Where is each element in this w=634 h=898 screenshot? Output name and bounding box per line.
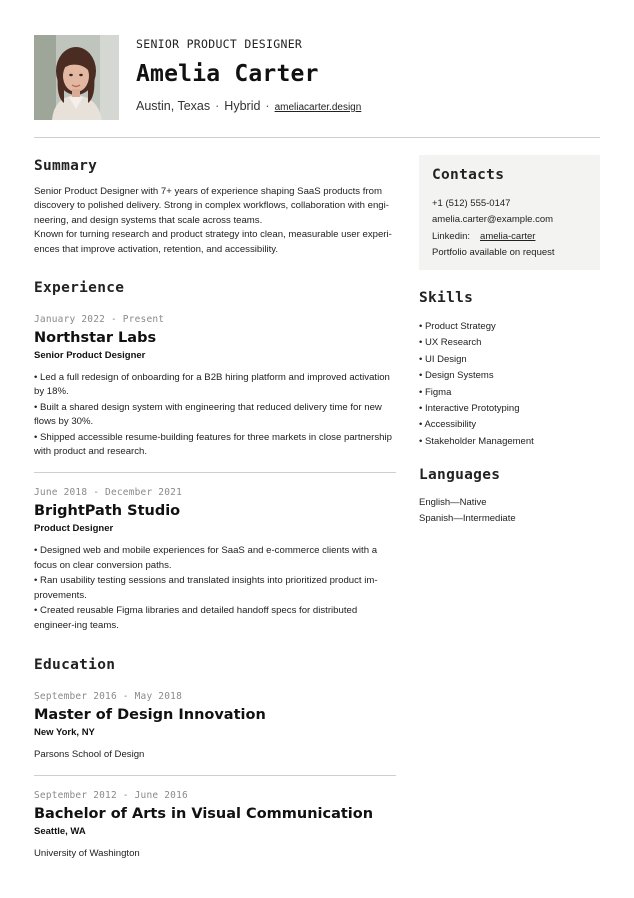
header-divider	[34, 137, 600, 138]
contacts-heading: Contacts	[432, 167, 505, 183]
achievement-item: • Shipped accessible resume-building features for three markets in close partnership with product and research.	[34, 431, 392, 458]
entry-dates: September 2016 - May 2018	[34, 690, 182, 702]
summary-heading: Summary	[34, 158, 98, 174]
education-section	[34, 655, 396, 862]
website-link[interactable]: ameliacarter.design	[274, 102, 362, 113]
portfolio-note: Portfolio available on request	[432, 247, 555, 259]
candidate-name: Amelia Carter	[136, 61, 319, 87]
education-entry	[34, 690, 396, 762]
separator-dot: ·	[265, 99, 270, 113]
skill-item: • Figma	[419, 386, 452, 398]
summary-section	[34, 156, 396, 257]
school-location: Seattle, WA	[34, 826, 86, 838]
job-title: Senior Product Designer	[34, 350, 146, 362]
skill-item: • Accessibility	[419, 419, 477, 431]
contact-lines	[432, 196, 555, 262]
achievement-list	[34, 544, 396, 632]
language-item: English—Native	[419, 497, 487, 508]
degree-name: Master of Design Innovation	[34, 706, 266, 723]
skill-item: • Product Strategy	[419, 321, 496, 332]
entry-dates: June 2018 - December 2021	[34, 487, 182, 499]
skill-item: • UX Research	[419, 337, 482, 349]
email-address[interactable]: amelia.carter@example.com	[432, 214, 554, 226]
job-role: SENIOR PRODUCT DESIGNER	[136, 37, 303, 51]
degree-name: Bachelor of Arts in Visual Communication	[34, 806, 374, 823]
experience-entry	[34, 313, 396, 459]
entry-dates: January 2022 - Present	[34, 314, 165, 326]
summary-paragraph: Senior Product Designer with 7+ years of experience shaping SaaS products from discovery to polished delivery. Strong in complex workflows, collaboration with engi-neering, and design systems that scale across teams.	[34, 186, 389, 226]
school-location: New York, NY	[34, 726, 95, 738]
achievement-list	[34, 371, 396, 459]
skills-section	[419, 288, 600, 450]
linkedin-link[interactable]: amelia-carter	[480, 230, 536, 242]
experience-section	[34, 278, 396, 633]
profile-photo	[34, 35, 119, 120]
linkedin-label: Linkedin:	[432, 230, 471, 242]
achievement-item: • Created reusable Figma libraries and detailed handoff specs for distributed engineer-ing teams.	[34, 605, 358, 631]
skill-item: • Design Systems	[419, 370, 494, 382]
education-entry	[34, 789, 396, 861]
school-name: Parsons School of Design	[34, 748, 145, 760]
entry-dates: September 2012 - June 2016	[34, 790, 188, 802]
education-heading: Education	[34, 656, 116, 673]
main-column	[34, 156, 396, 862]
company-name: Northstar Labs	[34, 330, 157, 347]
entry-divider	[34, 472, 396, 473]
skill-item: • UI Design	[419, 353, 467, 365]
skill-item: • Interactive Prototyping	[419, 403, 520, 415]
linkedin-row	[432, 229, 555, 245]
phone-number[interactable]: +1 (512) 555-0147	[432, 198, 511, 209]
skill-item: • Stakeholder Management	[419, 435, 534, 447]
achievement-item: • Ran usability testing sessions and translated insights into prioritized product im-provements.	[34, 575, 378, 601]
languages-list	[419, 495, 600, 528]
achievement-item: • Built a shared design system with engineering that reduced delivery time for new flows by 30%.	[34, 401, 382, 428]
location: Austin, Texas	[136, 99, 211, 113]
company-name: BrightPath Studio	[34, 503, 181, 520]
portrait-image	[34, 35, 119, 120]
header-meta	[136, 98, 614, 116]
achievement-item: • Led a full redesign of onboarding for a B2B hiring platform and improved activation by 18%.	[34, 372, 390, 398]
work-mode: Hybrid	[224, 99, 261, 113]
summary-paragraph: Known for turning research and product strategy into clean, measurable user experi-ences that improve activation, retention, and accessibility.	[34, 229, 392, 255]
separator-dot: ·	[215, 99, 220, 113]
contacts-panel	[419, 155, 600, 270]
experience-entry	[34, 486, 396, 632]
skills-list	[419, 319, 600, 450]
skills-heading: Skills	[419, 290, 474, 306]
entry-divider	[34, 775, 396, 776]
languages-heading: Languages	[419, 467, 501, 483]
language-item: Spanish—Intermediate	[419, 513, 516, 525]
header	[136, 36, 614, 116]
languages-section	[419, 465, 600, 528]
achievement-item: • Designed web and mobile experiences for SaaS and e-commerce clients with a focus on clear conversion paths.	[34, 545, 378, 571]
experience-heading: Experience	[34, 280, 125, 297]
summary-text	[34, 185, 396, 257]
school-name: University of Washington	[34, 848, 140, 860]
job-title: Product Designer	[34, 523, 114, 535]
